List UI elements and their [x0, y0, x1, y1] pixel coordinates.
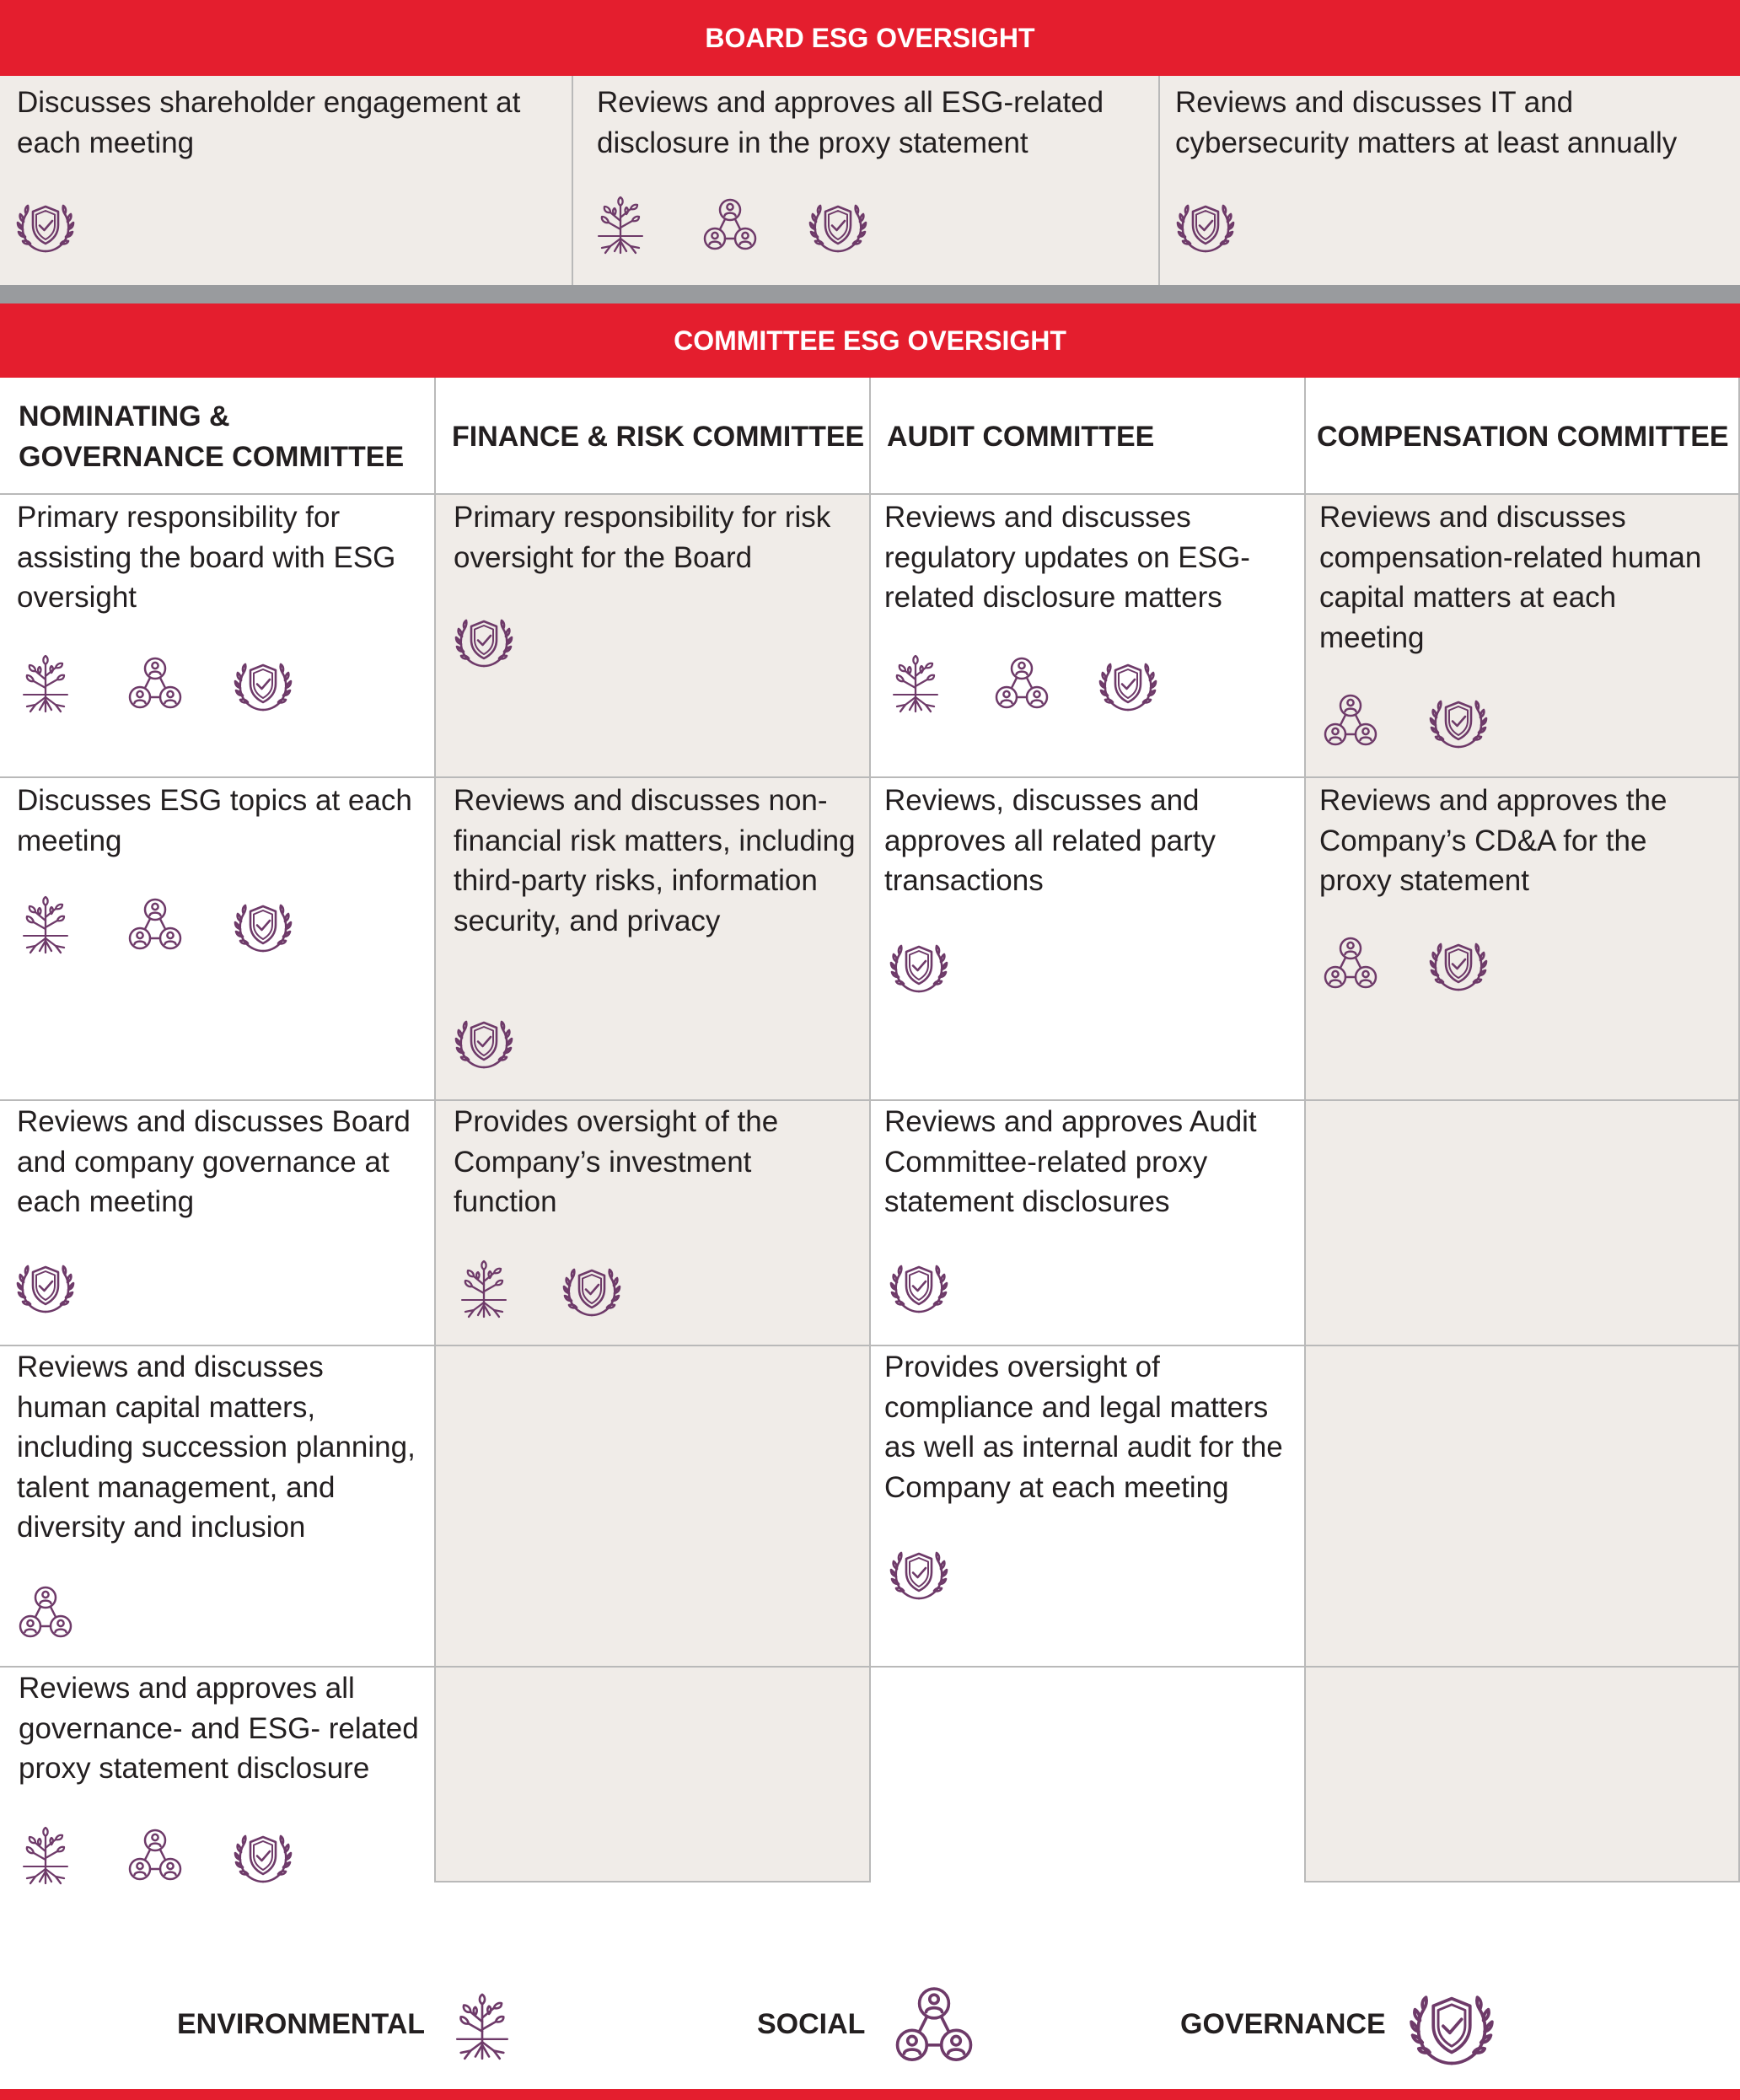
- governance-icon: [1425, 688, 1492, 755]
- governance-icon: [229, 1823, 297, 1890]
- audit-item-1-text: Reviews and discusses regulatory updates on ESG-related disclosure matters: [884, 501, 1250, 614]
- environmental-icon: [12, 892, 79, 959]
- committee-title: COMMITTEE ESG OVERSIGHT: [674, 325, 1066, 356]
- nominating-item-4-text: Reviews and discusses human capital matters, including succession planning, talent management, and diversity and inclusion: [17, 1351, 416, 1544]
- governance-icon: [450, 607, 518, 674]
- board-item-2-text: Reviews and approves all ESG-related disclosure in the proxy statement: [597, 86, 1104, 159]
- audit-item-4-text: Provides oversight of compliance and legal matters as well as internal audit for the Company at each meeting: [884, 1351, 1283, 1504]
- nominating-item-2-text: Discusses ESG topics at each meeting: [17, 784, 412, 857]
- governance-icon: [885, 1539, 953, 1607]
- finance-item-1-text: Primary responsibility for risk oversight for the Board: [454, 501, 831, 574]
- environmental-icon: [882, 651, 949, 718]
- social-icon: [1317, 931, 1384, 998]
- social-icon: [1317, 688, 1384, 755]
- social-icon: [988, 651, 1055, 718]
- board-esg-oversight-header: [0, 0, 1740, 76]
- governance-icon: [1425, 931, 1492, 998]
- governance-icon: [450, 1008, 518, 1076]
- environmental-icon: [587, 192, 654, 260]
- bottom-rule: [0, 2089, 1740, 2100]
- compensation-item-1-text: Reviews and discusses compensation-related human capital matters at each meeting: [1319, 501, 1702, 654]
- finance-item-3-text: Provides oversight of the Company’s investment function: [454, 1105, 779, 1218]
- social-icon: [121, 651, 189, 718]
- social-icon: [121, 1823, 189, 1890]
- governance-icon: [885, 1253, 953, 1320]
- environmental-icon: [443, 1981, 521, 2074]
- board-title: BOARD ESG OVERSIGHT: [705, 22, 1035, 53]
- environmental-icon: [450, 1256, 518, 1324]
- board-item-3-text: Reviews and discusses IT and cybersecurity matters at least annually: [1175, 86, 1678, 159]
- governance-icon: [1403, 1978, 1501, 2076]
- section-divider: [0, 285, 1740, 303]
- legend-governance-label: GOVERNANCE: [1180, 2008, 1386, 2040]
- social-icon: [696, 192, 764, 260]
- environmental-icon: [12, 651, 79, 718]
- nominating-item-3-text: Reviews and discusses Board and company governance at each meeting: [17, 1105, 411, 1218]
- governance-icon: [558, 1256, 626, 1324]
- social-icon: [121, 892, 189, 959]
- governance-icon: [229, 892, 297, 959]
- nominating-governance-header: NOMINATING & GOVERNANCE COMMITTEE: [19, 400, 405, 473]
- audit-item-2-text: Reviews, discusses and approves all related party transactions: [884, 784, 1216, 897]
- governance-icon: [1094, 651, 1162, 718]
- governance-icon: [229, 651, 297, 718]
- governance-icon: [12, 192, 79, 260]
- governance-icon: [885, 932, 953, 1000]
- finance-risk-header: FINANCE & RISK COMMITTEE: [452, 421, 865, 453]
- finance-item-2-text: Reviews and discusses non-financial risk matters, including third-party risks, information security, and privacy: [454, 784, 856, 937]
- compensation-header: COMPENSATION COMMITTEE: [1317, 421, 1729, 453]
- governance-icon: [804, 192, 872, 260]
- governance-icon: [12, 1253, 79, 1320]
- social-icon: [885, 1978, 983, 2076]
- audit-header: AUDIT COMMITTEE: [887, 421, 1155, 453]
- nominating-item-1-text: Primary responsibility for assisting the board with ESG oversight: [17, 501, 396, 614]
- committee-esg-oversight-header: [0, 303, 1740, 378]
- environmental-icon: [12, 1823, 79, 1890]
- social-icon: [12, 1580, 79, 1647]
- board-item-1-text: Discusses shareholder engagement at each meeting: [17, 86, 521, 159]
- audit-item-3-text: Reviews and approves Audit Committee-related proxy statement disclosures: [884, 1105, 1257, 1218]
- nominating-item-5-text: Reviews and approves all governance- and ESG- related proxy statement disclosure: [19, 1672, 419, 1785]
- governance-icon: [1172, 192, 1239, 260]
- legend-environmental-label: ENVIRONMENTAL: [177, 2008, 426, 2040]
- compensation-item-2-text: Reviews and approves the Company’s CD&A for the proxy statement: [1319, 784, 1668, 897]
- legend-social-label: SOCIAL: [757, 2008, 866, 2040]
